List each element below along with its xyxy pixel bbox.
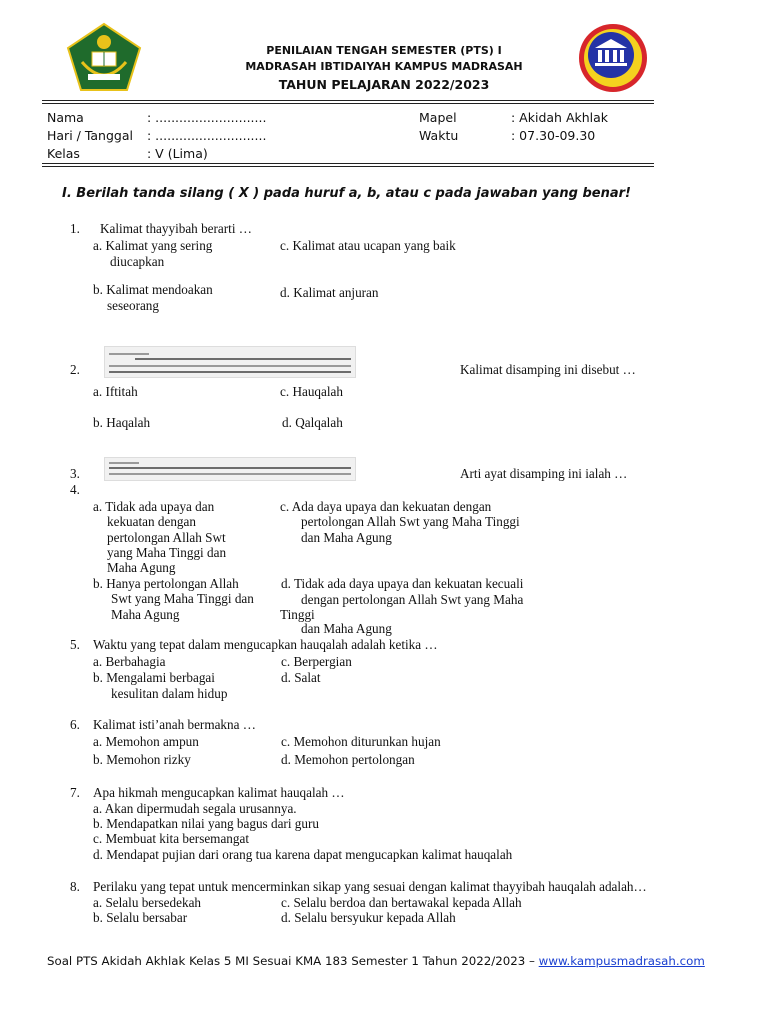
q2-option-d[interactable]: d. Qalqalah <box>282 415 343 430</box>
q8-number: 8. <box>70 879 80 894</box>
nama-value[interactable]: : ............................ <box>147 110 267 125</box>
q3-option-d-line4: dan Maha Agung <box>301 621 392 636</box>
q2-option-a[interactable]: a. Iftitah <box>93 384 138 399</box>
info-rule-bottom-2 <box>42 166 654 167</box>
q3-option-a[interactable]: a. Tidak ada upaya dan <box>93 499 215 514</box>
q3-arabic-image <box>104 457 356 481</box>
q1-text: Kalimat thayyibah berarti … <box>100 221 252 236</box>
header-rule-top <box>42 100 654 101</box>
q2-number: 2. <box>70 362 80 377</box>
q1-option-c[interactable]: c. Kalimat atau ucapan yang baik <box>280 238 456 253</box>
footer-text: Soal PTS Akidah Akhlak Kelas 5 MI Sesuai KMA 183 Semester 1 Tahun 2022/2023 – <box>47 954 539 968</box>
q6-option-d[interactable]: d. Memohon pertolongan <box>281 752 415 767</box>
kelas-label: Kelas <box>47 146 80 161</box>
q5-option-c[interactable]: c. Berpergian <box>281 654 352 669</box>
header-line-2: MADRASAH IBTIDAIYAH KAMPUS MADRASAH <box>245 60 523 73</box>
kelas-value: : V (Lima) <box>147 146 208 161</box>
q5-option-b[interactable]: b. Mengalami berbagai <box>93 670 215 685</box>
q7-text: Apa hikmah mengucapkan kalimat hauqalah … <box>93 785 345 800</box>
q5-number: 5. <box>70 637 80 652</box>
q3-option-a-line4: yang Maha Tinggi dan <box>107 545 227 560</box>
q6-option-c[interactable]: c. Memohon diturunkan hujan <box>281 734 441 749</box>
q3-option-c[interactable]: c. Ada daya upaya dan kekuatan dengan <box>280 499 492 514</box>
q6-option-b[interactable]: b. Memohon rizky <box>93 752 191 767</box>
q5-option-a[interactable]: a. Berbahagia <box>93 654 166 669</box>
q2-text: Kalimat disamping ini disebut … <box>460 362 636 377</box>
hari-label: Hari / Tanggal <box>47 128 133 143</box>
mapel-label: Mapel <box>419 110 457 125</box>
q7-option-a[interactable]: a. Akan dipermudah segala urusannya. <box>93 801 297 816</box>
q1-option-a[interactable]: a. Kalimat yang sering <box>93 238 213 253</box>
q1-number: 1. <box>70 221 80 236</box>
nama-label: Nama <box>47 110 84 125</box>
q2-option-b[interactable]: b. Haqalah <box>93 415 151 430</box>
footer-link[interactable]: www.kampusmadrasah.com <box>538 954 705 968</box>
waktu-value: : 07.30-09.30 <box>511 128 596 143</box>
q7-option-c[interactable]: c. Membuat kita bersemangat <box>93 831 249 846</box>
waktu-label: Waktu <box>419 128 459 143</box>
q3-option-d[interactable]: d. Tidak ada daya upaya dan kekuatan kecuali <box>281 576 524 591</box>
q8-option-a[interactable]: a. Selalu bersedekah <box>93 895 202 910</box>
q3-option-a-line3: pertolongan Allah Swt <box>107 530 226 545</box>
q3-option-d-line3: Tinggi <box>280 607 315 622</box>
q5-option-b-cont: kesulitan dalam hidup <box>111 686 228 701</box>
q1-option-b[interactable]: b. Kalimat mendoakan <box>93 282 213 297</box>
q3-text: Arti ayat disamping ini ialah … <box>460 466 628 481</box>
q8-text: Perilaku yang tepat untuk mencerminkan sikap yang sesuai dengan kalimat thayyibah hauqalah adalah… <box>93 879 647 894</box>
q3-option-c-line3: dan Maha Agung <box>301 530 392 545</box>
q8-option-b[interactable]: b. Selalu bersabar <box>93 910 188 925</box>
q7-number: 7. <box>70 785 80 800</box>
hari-value[interactable]: : ............................ <box>147 128 267 143</box>
mapel-value: : Akidah Akhlak <box>511 110 609 125</box>
q2-arabic-image <box>104 346 356 378</box>
q7-option-b[interactable]: b. Mendapatkan nilai yang bagus dari guru <box>93 816 319 831</box>
section-title: I. Berilah tanda silang ( X ) pada huruf a, b, atau c pada jawaban yang benar! <box>62 186 631 201</box>
header-line-1: PENILAIAN TENGAH SEMESTER (PTS) I <box>266 44 502 57</box>
q1-option-a-cont: diucapkan <box>110 254 165 269</box>
header-rule-top-2 <box>42 103 654 104</box>
q4-number: 4. <box>70 482 80 497</box>
q8-option-d[interactable]: d. Selalu bersyukur kepada Allah <box>281 910 456 925</box>
header-line-3: TAHUN PELAJARAN 2022/2023 <box>278 77 490 92</box>
q7-option-d[interactable]: d. Mendapat pujian dari orang tua karena dapat mengucapkan kalimat hauqalah <box>93 847 513 862</box>
q3-number: 3. <box>70 466 80 481</box>
q3-option-a-line5: Maha Agung <box>107 560 176 575</box>
q3-option-a-line2: kekuatan dengan <box>107 514 196 529</box>
q3-option-b-line2: Swt yang Maha Tinggi dan <box>111 591 254 606</box>
footer <box>47 954 705 968</box>
q2-option-c[interactable]: c. Hauqalah <box>280 384 343 399</box>
q5-text: Waktu yang tepat dalam mengucapkan hauqalah adalah ketika … <box>93 637 438 652</box>
info-rule-bottom <box>42 163 654 164</box>
q3-option-b[interactable]: b. Hanya pertolongan Allah <box>93 576 239 591</box>
q3-option-d-line2: dengan pertolongan Allah Swt yang Maha <box>301 592 524 607</box>
q1-option-b-cont: seseorang <box>107 298 159 313</box>
q5-option-d[interactable]: d. Salat <box>281 670 321 685</box>
q6-text: Kalimat isti’anah bermakna … <box>93 717 256 732</box>
q3-option-c-line2: pertolongan Allah Swt yang Maha Tinggi <box>301 514 520 529</box>
q8-option-c[interactable]: c. Selalu berdoa dan bertawakal kepada Allah <box>281 895 522 910</box>
q6-option-a[interactable]: a. Memohon ampun <box>93 734 199 749</box>
q3-option-b-line3: Maha Agung <box>111 607 180 622</box>
q1-option-d[interactable]: d. Kalimat anjuran <box>280 285 379 300</box>
q6-number: 6. <box>70 717 80 732</box>
